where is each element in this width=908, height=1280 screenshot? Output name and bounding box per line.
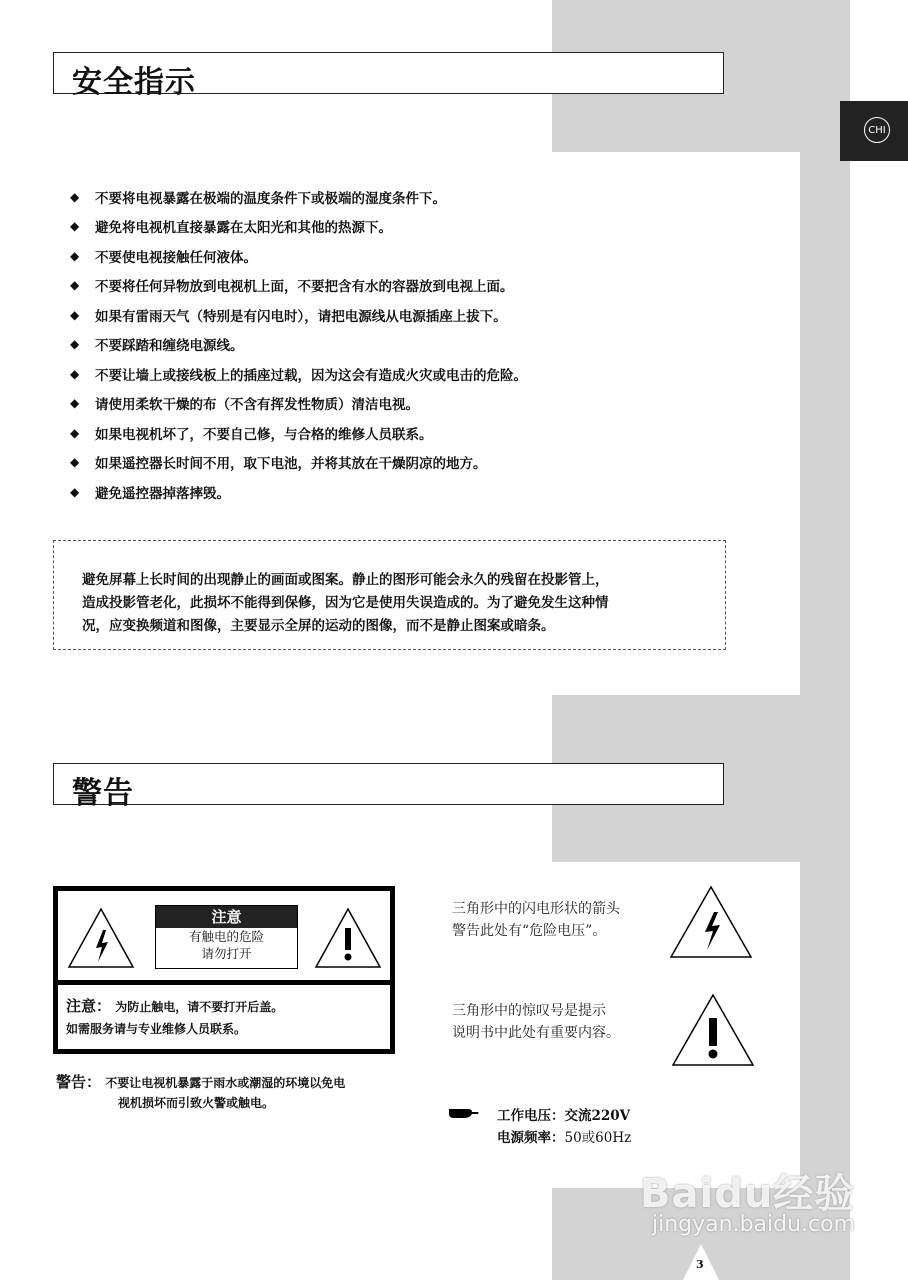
- voltage-value: 交流220V: [564, 1108, 631, 1124]
- list-item: [70, 448, 710, 478]
- diamond-bullet-icon: ◆: [70, 189, 80, 204]
- lightning-warning-icon: [66, 906, 136, 970]
- exclaim-desc-line-1: 三角形中的惊叹号是提示: [452, 1003, 606, 1019]
- lightning-desc-line-2: 警告此处有“危险电压”。: [452, 923, 607, 939]
- list-item-text: 请使用柔软干燥的布（不含有挥发性物质）清洁电视。: [95, 397, 419, 414]
- list-item: [70, 241, 710, 271]
- diamond-bullet-icon: ◆: [70, 484, 80, 499]
- list-item: [70, 359, 710, 389]
- list-item-text: 如果遥控器长时间不用，取下电池，并将其放在干燥阴凉的地方。: [95, 456, 487, 473]
- lightning-desc-line-1: 三角形中的闪电形状的箭头: [452, 901, 620, 917]
- caution-bottom-line-1: 为防止触电，请不要打开后盖。: [115, 1000, 284, 1014]
- list-item-text: 如果有雷雨天气（特别是有闪电时），请把电源线从电源插座上拔下。: [95, 308, 507, 325]
- caution-line-2: 请勿打开: [201, 946, 252, 961]
- lightning-triangle-icon: [668, 884, 754, 960]
- list-item: [70, 389, 710, 419]
- list-item: [70, 418, 710, 448]
- list-item: [70, 300, 710, 330]
- caution-bottom-text: [66, 995, 283, 1040]
- screen-burn-note: [53, 540, 726, 650]
- frequency-label: 电源频率：: [497, 1130, 565, 1146]
- frequency-value: 50或60Hz: [564, 1130, 632, 1146]
- power-spec: [497, 1105, 631, 1149]
- caution-divider: [58, 980, 390, 985]
- exclaim-desc-line-2: 说明书中此处有重要内容。: [452, 1025, 620, 1041]
- caution-center-panel: [155, 905, 298, 969]
- list-item: [70, 182, 710, 212]
- list-item: [70, 212, 710, 242]
- note-line: 避免屏幕上长时间的出现静止的画面或图案。静止的图形可能会永久的残留在投影管上，: [82, 572, 609, 588]
- language-tab: [840, 101, 908, 161]
- diamond-bullet-icon: ◆: [70, 307, 80, 322]
- warning-line-2: 视机损坏而引致火警或触电。: [118, 1096, 275, 1110]
- diamond-bullet-icon: ◆: [70, 455, 80, 470]
- safety-section-title: [53, 52, 724, 100]
- warning-line-1: 不要让电视机暴露于雨水或潮湿的环境以免电: [105, 1076, 346, 1090]
- watermark-brand: Baidu经验: [640, 1171, 856, 1217]
- warning-lead: 警告：: [56, 1073, 102, 1091]
- note-line: 况，应变换频道和图像，主要显示全屏的运动的图像，而不是静止图案或暗条。: [82, 618, 555, 634]
- caution-header: 注意: [156, 906, 297, 928]
- diamond-bullet-icon: ◆: [70, 248, 80, 263]
- page-number: 3: [696, 1258, 704, 1271]
- list-item: [70, 330, 710, 360]
- language-tab-label: CHI: [864, 117, 890, 143]
- exclamation-warning-icon: [313, 906, 383, 970]
- caution-label: [53, 886, 395, 1054]
- exclamation-triangle-icon: [670, 992, 756, 1068]
- list-item-text: 避免将电视机直接暴露在太阳光和其他的热源下。: [95, 220, 392, 237]
- diamond-bullet-icon: ◆: [70, 396, 80, 411]
- lightning-description: [452, 898, 620, 942]
- exclamation-description: [452, 1000, 620, 1044]
- list-item: [70, 271, 710, 301]
- watermark-url: jingyan.baidu.com: [652, 1212, 856, 1237]
- pointing-hand-icon: [448, 1104, 480, 1120]
- caution-lead: 注意：: [66, 997, 112, 1015]
- list-item-text: 不要将任何异物放到电视机上面，不要把含有水的容器放到电视上面。: [95, 279, 514, 296]
- list-item-text: 如果电视机坏了，不要自己修，与合格的维修人员联系。: [95, 426, 433, 443]
- safety-bullet-list: [70, 182, 710, 507]
- list-item-text: 不要让墙上或接线板上的插座过载，因为这会有造成火灾或电击的危险。: [95, 367, 527, 384]
- caution-line-1: 有触电的危险: [188, 929, 264, 944]
- list-item-text: 不要将电视暴露在极端的温度条件下或极端的湿度条件下。: [95, 190, 446, 207]
- diamond-bullet-icon: ◆: [70, 425, 80, 440]
- list-item-text: 不要踩踏和缠绕电源线。: [95, 338, 244, 355]
- caution-bottom-line-2: 如需服务请与专业维修人员联系。: [66, 1022, 247, 1036]
- diamond-bullet-icon: ◆: [70, 337, 80, 352]
- diamond-bullet-icon: ◆: [70, 219, 80, 234]
- warning-title-text: 警告: [72, 776, 134, 811]
- voltage-label: 工作电压：: [497, 1108, 565, 1124]
- list-item-text: 不要使电视接触任何液体。: [95, 249, 257, 266]
- list-item: [70, 477, 710, 507]
- warning-statement: [56, 1072, 345, 1113]
- warning-section-title: [53, 763, 724, 811]
- note-line: 造成投影管老化，此损坏不能得到保修，因为它是使用失误造成的。为了避免发生这种情: [82, 595, 609, 611]
- diamond-bullet-icon: ◆: [70, 366, 80, 381]
- diamond-bullet-icon: ◆: [70, 278, 80, 293]
- safety-title-text: 安全指示: [72, 65, 196, 100]
- list-item-text: 避免遥控器掉落摔毁。: [95, 485, 230, 502]
